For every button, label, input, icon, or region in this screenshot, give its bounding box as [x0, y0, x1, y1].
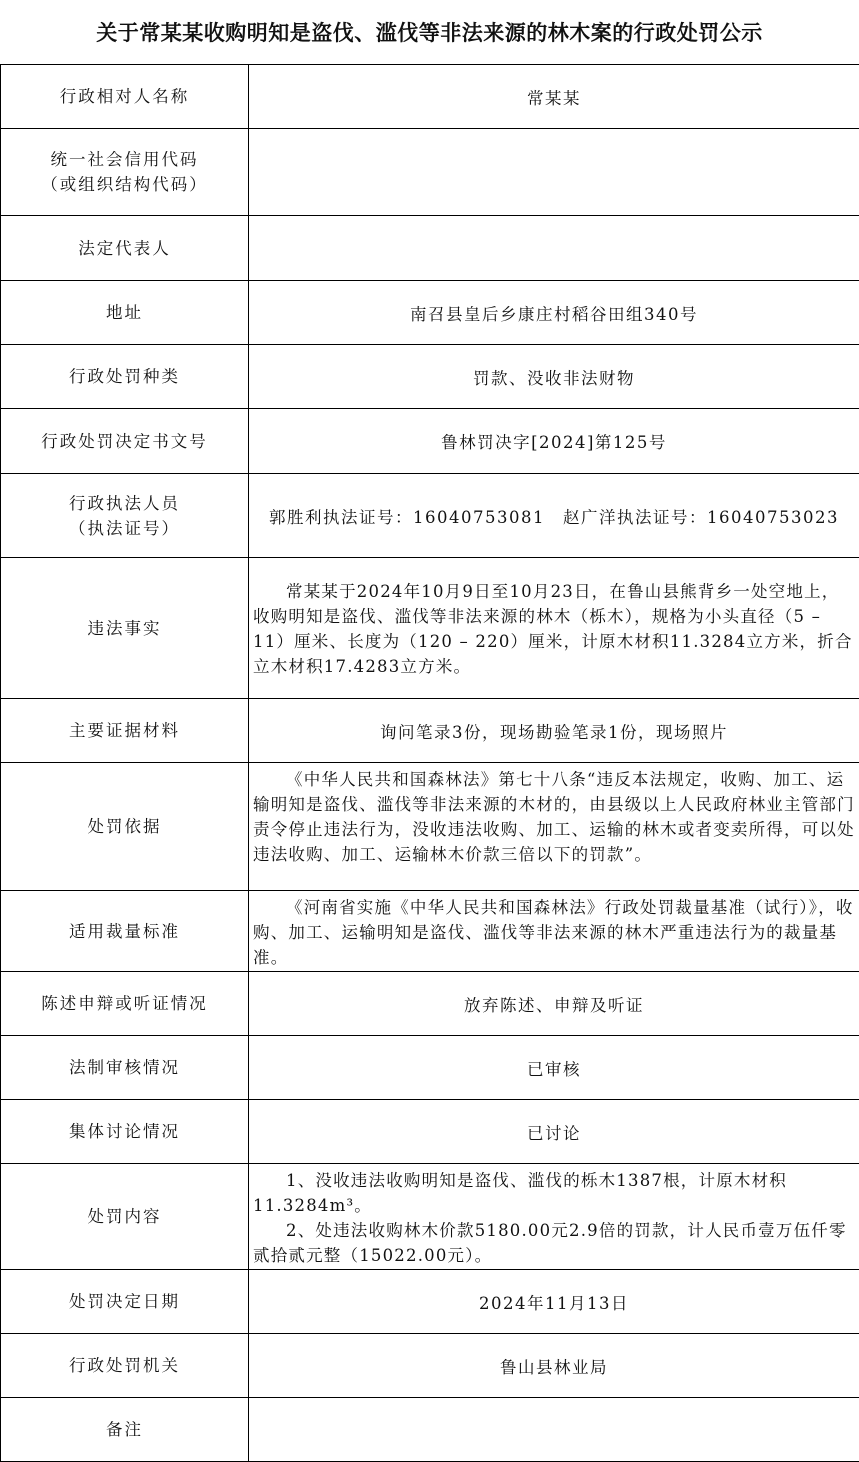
content-item-1: 1、没收违法收购明知是盗伐、滥伐的栎木1387根，计原木材积11.3284m³。	[253, 1170, 787, 1215]
row-decision-no	[1, 409, 859, 474]
row-credit-code	[1, 129, 859, 216]
label-evidence: 主要证据材料	[1, 699, 249, 762]
value-authority: 鲁山县林业局	[500, 1357, 608, 1377]
row-penalty-type	[1, 345, 859, 409]
value-decision-date: 2024年11月13日	[479, 1293, 629, 1313]
label-content: 处罚内容	[1, 1164, 249, 1269]
value-decision-no: 鲁林罚决字[2024]第125号	[441, 433, 667, 452]
value-address: 南召县皇后乡康庄村稻谷田组340号	[410, 304, 698, 324]
facts-paragraph: 常某某于2024年10月9日至10月23日，在鲁山县熊背乡一处空地上，收购明知是盗伐、滥伐等非法来源的林木（栎木），规格为小头直径（5 – 11）厘米、长度为（120 – 220）厘米，计原木材积11.3284立方米，折合立木材积17.4283立方米。	[253, 582, 853, 676]
value-penalty-type: 罚款、没收非法财物	[473, 368, 635, 388]
label-party-name: 行政相对人名称	[1, 65, 249, 128]
row-legal-review	[1, 1036, 859, 1100]
label-remarks: 备注	[1, 1398, 249, 1461]
label-basis: 处罚依据	[1, 763, 249, 890]
label-address: 地址	[1, 281, 249, 344]
value-party-name: 常某某	[527, 88, 581, 108]
label-authority: 行政处罚机关	[1, 1334, 249, 1397]
label-statement: 陈述申辩或听证情况	[1, 972, 249, 1035]
row-basis	[1, 763, 859, 891]
value-credit-code	[249, 129, 859, 215]
standard-paragraph: 《河南省实施《中华人民共和国森林法》行政处罚裁量基准（试行）》，收购、加工、运输明知是盗伐、滥伐等非法来源的林木严重违法行为的裁量基准。	[253, 898, 854, 967]
value-facts	[249, 558, 859, 698]
basis-paragraph: 《中华人民共和国森林法》第七十八条“违反本法规定，收购、加工、运输明知是盗伐、滥伐等非法来源的木材的，由县级以上人民政府林业主管部门责令停止违法行为，没收违法收购、加工、运输的林木或者变卖所得，可以处违法收购、加工、运输林木价款三倍以下的罚款”。	[253, 770, 855, 864]
row-content	[1, 1164, 859, 1270]
row-officers	[1, 474, 859, 558]
row-authority	[1, 1334, 859, 1398]
row-statement	[1, 972, 859, 1036]
row-party-name	[1, 65, 859, 129]
value-collective: 已讨论	[527, 1123, 581, 1143]
value-legal-review: 已审核	[527, 1059, 581, 1079]
label-credit-code: 统一社会信用代码 （或组织结构代码）	[1, 129, 249, 215]
row-remarks	[1, 1398, 859, 1462]
label-decision-no: 行政处罚决定书文号	[1, 409, 249, 473]
value-evidence: 询问笔录3份，现场勘验笔录1份，现场照片	[380, 722, 728, 742]
value-basis	[249, 763, 859, 890]
content-item-2: 2、处违法收购林木价款5180.00元2.9倍的罚款，计人民币壹万伍仟零贰拾贰元整（15022.00元）。	[253, 1220, 847, 1265]
row-evidence	[1, 699, 859, 763]
value-remarks	[249, 1398, 859, 1461]
row-legal-rep	[1, 216, 859, 281]
value-officers: 郭胜利执法证号：16040753081 赵广洋执法证号：16040753023	[269, 507, 839, 527]
row-facts	[1, 558, 859, 699]
label-officers: 行政执法人员 （执法证号）	[1, 474, 249, 557]
label-legal-review: 法制审核情况	[1, 1036, 249, 1099]
row-address	[1, 281, 859, 345]
row-collective	[1, 1100, 859, 1164]
row-decision-date	[1, 1270, 859, 1334]
label-facts: 违法事实	[1, 558, 249, 698]
row-standard	[1, 891, 859, 972]
label-decision-date: 处罚决定日期	[1, 1270, 249, 1333]
value-legal-rep	[249, 216, 859, 280]
label-collective: 集体讨论情况	[1, 1100, 249, 1163]
label-legal-rep: 法定代表人	[1, 216, 249, 280]
page-title: 关于常某某收购明知是盗伐、滥伐等非法来源的林木案的行政处罚公示	[96, 20, 763, 45]
value-content	[249, 1164, 859, 1269]
penalty-table	[0, 64, 859, 1462]
value-statement: 放弃陈述、申辩及听证	[464, 995, 644, 1015]
label-penalty-type: 行政处罚种类	[1, 345, 249, 408]
value-standard	[249, 891, 859, 971]
label-standard: 适用裁量标准	[1, 891, 249, 971]
